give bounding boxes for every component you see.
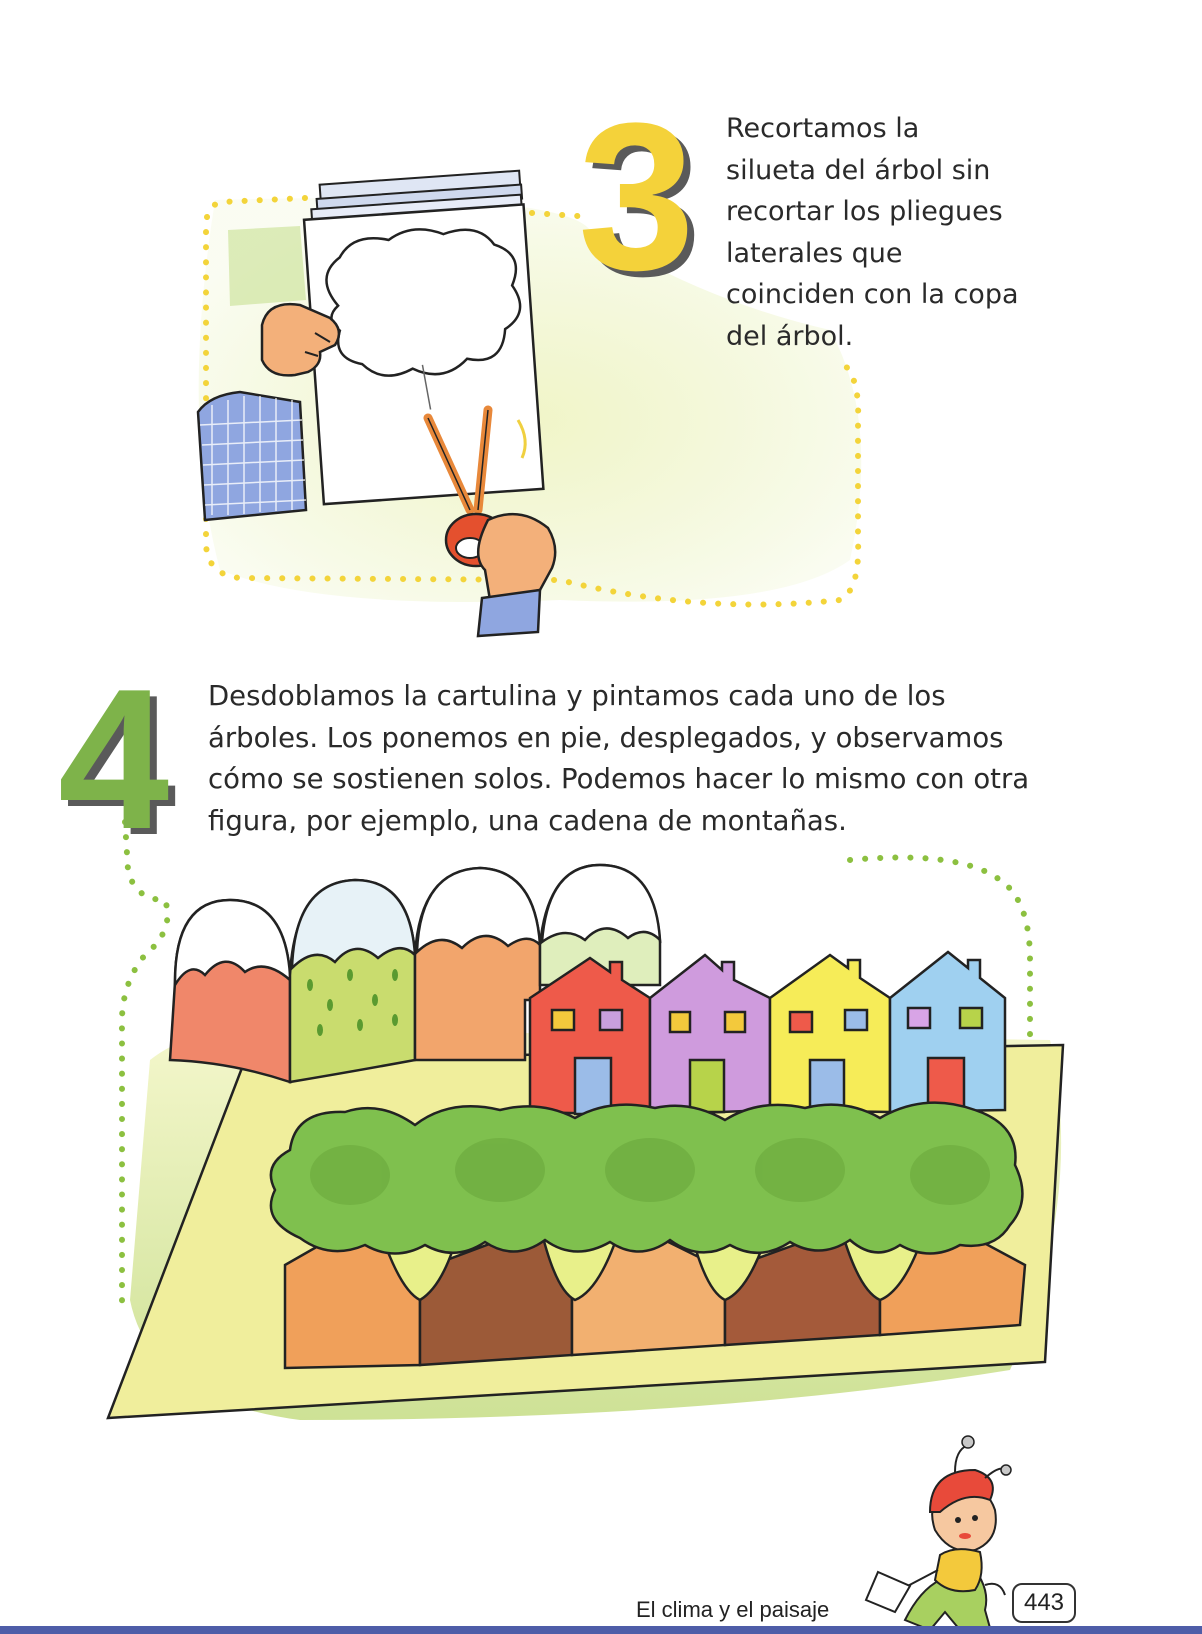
step-3-line: laterales que [726, 237, 903, 269]
step-3-line: recortar los pliegues [726, 196, 1003, 227]
step-4-number: 4 [58, 648, 170, 871]
step-3-line: del árbol. [726, 320, 854, 352]
step-3-number: 3 [578, 79, 695, 314]
step-3-line: Recortamos la [726, 113, 920, 144]
page-number: 443 [1012, 1583, 1076, 1623]
step-4-line: Desdoblamos la cartulina y pintamos cada uno de los [208, 680, 946, 712]
folded-paper-landscape-icon [108, 822, 1063, 1420]
step-4-line: cómo se sostienen solos. Podemos hacer lo mismo con otra [208, 763, 1030, 795]
step-4-instructions [208, 676, 1088, 842]
step-3-line: silueta del árbol sin [726, 154, 991, 186]
section-title: El clima y el paisaje [636, 1597, 830, 1622]
step-4-line: árboles. Los ponemos en pie, desplegados, y observamos [208, 721, 1004, 754]
step-3-line: coinciden con la copa [726, 279, 1019, 310]
jester-mascot-icon [866, 1436, 1011, 1630]
step-4-line: figura, por ejemplo, una cadena de montañas. [208, 804, 847, 837]
bottom-bar [0, 1626, 1202, 1634]
step-3-instructions [726, 108, 1066, 357]
